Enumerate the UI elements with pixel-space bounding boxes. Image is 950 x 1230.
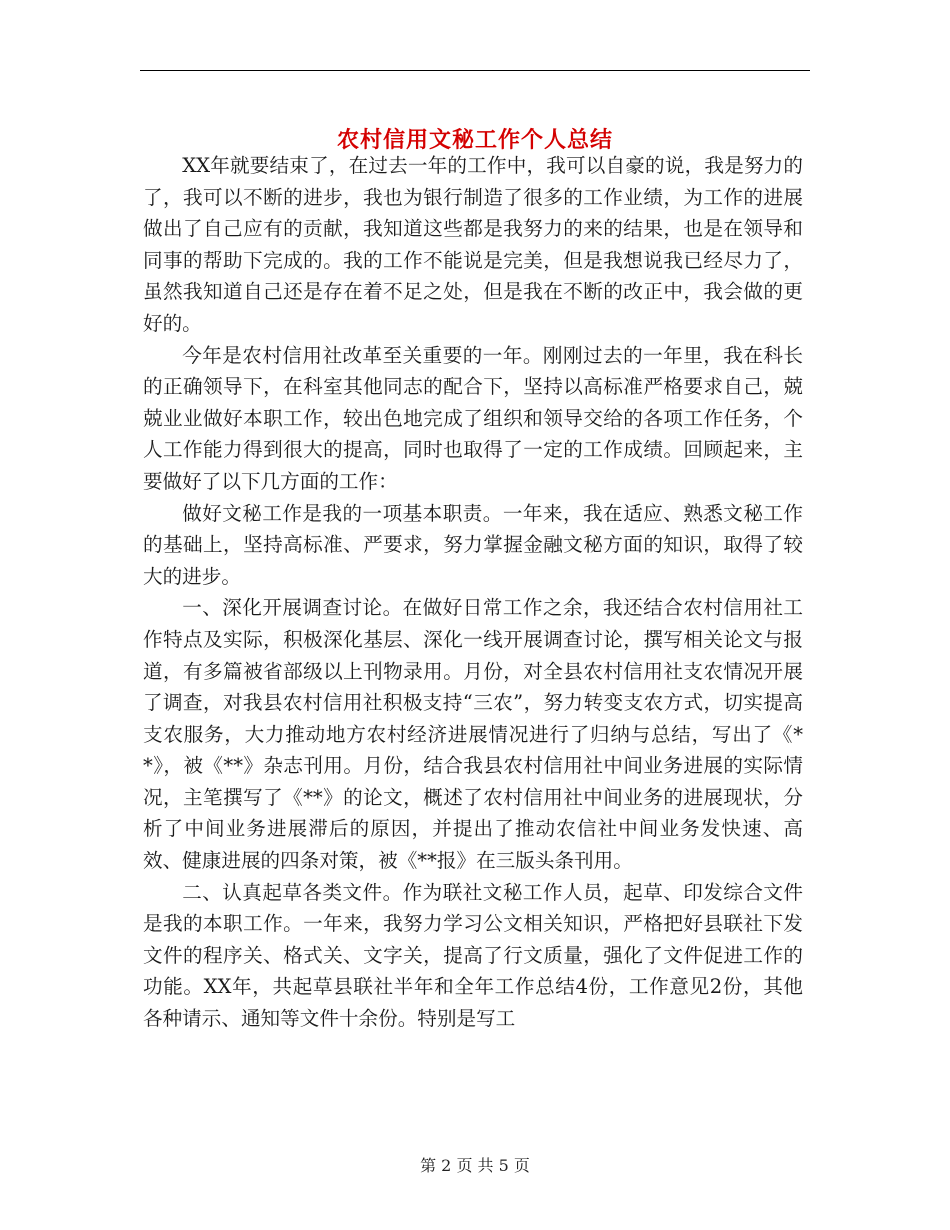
document-title: 农村信用文秘工作个人总结 [336,126,613,153]
paragraph-overview: 今年是农村信用社改革至关重要的一年。刚刚过去的一年里，我在科长的正确领导下，在科室其他同志的配合下，坚持以高标准严格要求自己，兢兢业业做好本职工作，较出色地完成了组织和领导交给的各项工作任务，个人工作能力得到很大的提高，同时也取得了一定的工作成绩。回顾起来，主要做好了以下几方面的工作： [143,343,803,493]
paragraph-duty: 做好文秘工作是我的一项基本职责。一年来，我在适应、熟悉文秘工作的基础上，坚持高标准、严要求，努力掌握金融文秘方面的知识，取得了较大的进步。 [143,501,803,588]
page-number: 第 2 页 共 5 页 [420,1156,530,1175]
paragraph-section-1: 一、深化开展调查讨论。在做好日常工作之余，我还结合农村信用社工作特点及实际，积极深化基层、深化一线开展调查讨论，撰写相关论文与报道，有多篇被省部级以上刊物录用。月份，对全县农村信用社支农情况开展了调查，对我县农村信用社积极支持“三农”，努力转变支农方式，切实提高支农服务，大力推动地方农村经济进展情况进行了归纳与总结，写出了《**》，被《**》杂志刊用。月份，结合我县农村信用社中间业务进展的实际情况，主笔撰写了《**》的论文，概述了农村信用社中间业务的进展现状，分析了中间业务进展滞后的原因，并提出了推动农信社中间业务发快速、高效、健康进展的四条对策，被《**报》在三版头条刊用。 [143,596,803,873]
document-body [143,150,803,1035]
paragraph-intro: XX年就要结束了，在过去一年的工作中，我可以自豪的说，我是努力的了，我可以不断的进步，我也为银行制造了很多的工作业绩，为工作的进展做出了自己应有的贡献，我知道这些都是我努力的来的结果，也是在领导和同事的帮助下完成的。我的工作不能说是完美，但是我想说我已经尽力了，虽然我知道自己还是存在着不足之处，但是我在不断的改正中，我会做的更好的。 [143,154,803,335]
paragraph-section-2: 二、认真起草各类文件。作为联社文秘工作人员，起草、印发综合文件是我的本职工作。一年来，我努力学习公文相关知识，严格把好县联社下发文件的程序关、格式关、文字关，提高了行文质量，强化了文件促进工作的功能。XX年，共起草县联社半年和全年工作总结4份，工作意见2份，其他各种请示、通知等文件十余份。特别是写工 [143,880,803,1031]
header-rule [140,70,810,71]
